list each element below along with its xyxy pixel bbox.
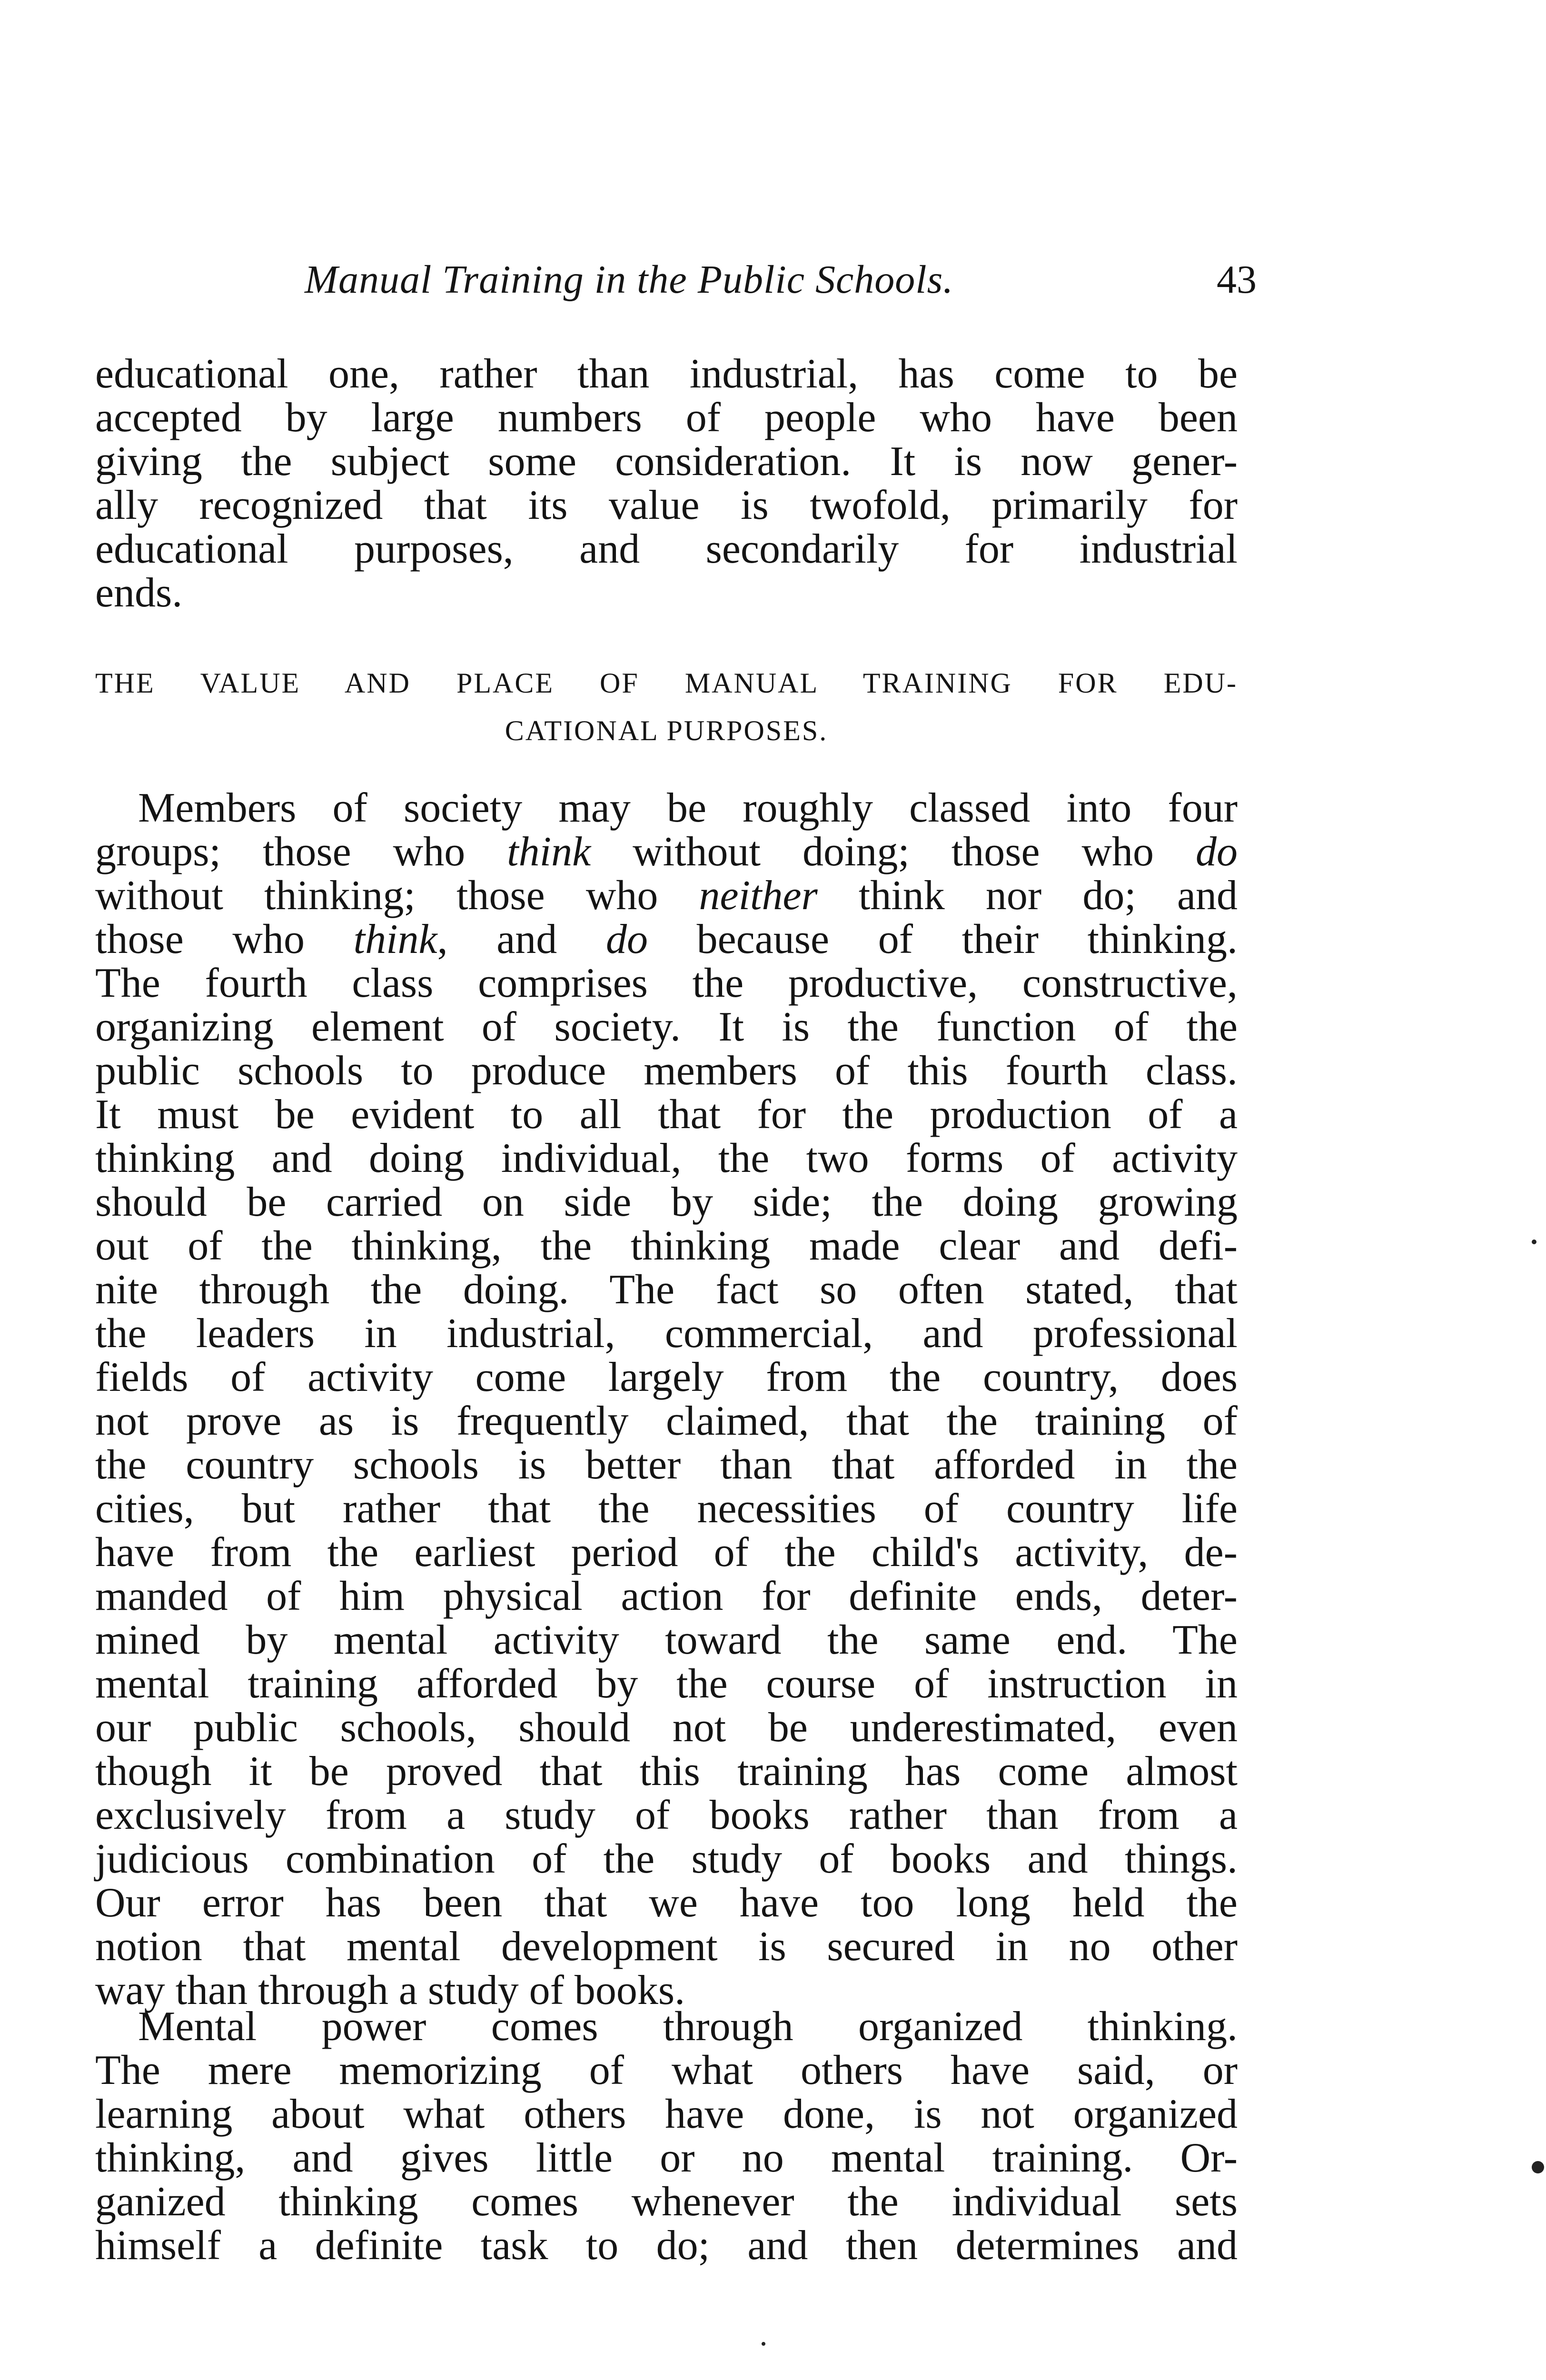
text-line: cities, but rather that the necessities of country life xyxy=(95,1486,1238,1532)
section-heading-line: THE VALUE AND PLACE OF MANUAL TRAINING FOR EDU- xyxy=(95,667,1238,699)
emphasis: do xyxy=(1196,829,1238,875)
emphasis: think xyxy=(353,916,437,962)
text-line: have from the earliest period of the child's activity, de- xyxy=(95,1529,1238,1576)
emphasis: do xyxy=(605,916,648,962)
section-heading xyxy=(95,659,1238,754)
text-line: thinking, and gives little or no mental training. Or- xyxy=(95,2135,1238,2181)
emphasis: neither xyxy=(699,873,818,919)
text-line: nite through the doing. The fact so often stated, that xyxy=(95,1267,1238,1313)
text-line: public schools to produce members of this fourth class. xyxy=(95,1048,1238,1094)
text-line: thinking and doing individual, the two forms of activity xyxy=(95,1135,1238,1181)
text-line: fields of activity come largely from the country, does xyxy=(95,1354,1238,1400)
text-line: educational purposes, and secondarily for industrial xyxy=(95,526,1238,572)
running-head-title: Manual Training in the Public Schools. xyxy=(305,258,954,302)
text-line: ganized thinking comes whenever the individual sets xyxy=(95,2179,1238,2225)
page-number: 43 xyxy=(1217,258,1257,302)
paragraph-members-of-society xyxy=(95,786,1238,2013)
text-line: The fourth class comprises the productive, constructive, xyxy=(95,960,1238,1006)
text-line: Members of society may be roughly classed into four xyxy=(138,785,1238,831)
text-line: The mere memorizing of what others have said, or xyxy=(95,2047,1238,2093)
text-line: those who think, and do because of their thinking. xyxy=(95,916,1238,962)
text-line: himself a definite task to do; and then determines and xyxy=(95,2222,1238,2269)
paragraph-mental-power xyxy=(95,2005,1238,2268)
text-line: groups; those who think without doing; those who do xyxy=(95,829,1238,875)
text-line: It must be evident to all that for the production of a xyxy=(95,1091,1238,1138)
text-line: though it be proved that this training has come almost xyxy=(95,1748,1238,1795)
text-line: organizing element of society. It is the function of the xyxy=(95,1004,1238,1050)
text-line: mental training afforded by the course of instruction in xyxy=(95,1661,1238,1707)
text-line: the country schools is better than that afforded in the xyxy=(95,1442,1238,1488)
scan-speck xyxy=(762,2342,765,2346)
text-line: Our error has been that we have too long held the xyxy=(95,1880,1238,1926)
text-line: without thinking; those who neither think nor do; and xyxy=(95,873,1238,919)
emphasis: think xyxy=(507,829,591,875)
text-line: mined by mental activity toward the same end. The xyxy=(95,1617,1238,1663)
text-line: ends. xyxy=(95,570,183,616)
text-line: our public schools, should not be underestimated, even xyxy=(95,1705,1238,1751)
text-line: educational one, rather than industrial, has come to be xyxy=(95,351,1238,397)
section-heading-line: CATIONAL PURPOSES. xyxy=(505,715,828,746)
text-line: not prove as is frequently claimed, that the training of xyxy=(95,1398,1238,1444)
text-line: notion that mental development is secured in no other xyxy=(95,1924,1238,1970)
scan-speck xyxy=(1532,1240,1536,1244)
text-line: Mental power comes through organized thinking. xyxy=(138,2003,1238,2050)
text-line: the leaders in industrial, commercial, and professional xyxy=(95,1310,1238,1357)
opening-paragraph xyxy=(95,352,1238,615)
text-line: should be carried on side by side; the doing growing xyxy=(95,1179,1238,1225)
text-line: way than through a study of books. xyxy=(95,1967,685,2013)
text-line: giving the subject some consideration. It is now gener- xyxy=(95,438,1238,485)
text-line: exclusively from a study of books rather than from a xyxy=(95,1792,1238,1838)
scan-speck xyxy=(1532,2161,1544,2173)
text-line: manded of him physical action for definite ends, deter- xyxy=(95,1573,1238,1619)
text-line: ally recognized that its value is twofold, primarily for xyxy=(95,482,1238,528)
text-line: judicious combination of the study of books and things. xyxy=(95,1836,1238,1882)
text-line: learning about what others have done, is not organized xyxy=(95,2091,1238,2137)
text-line: accepted by large numbers of people who have been xyxy=(95,395,1238,441)
text-line: out of the thinking, the thinking made clear and defi- xyxy=(95,1223,1238,1269)
